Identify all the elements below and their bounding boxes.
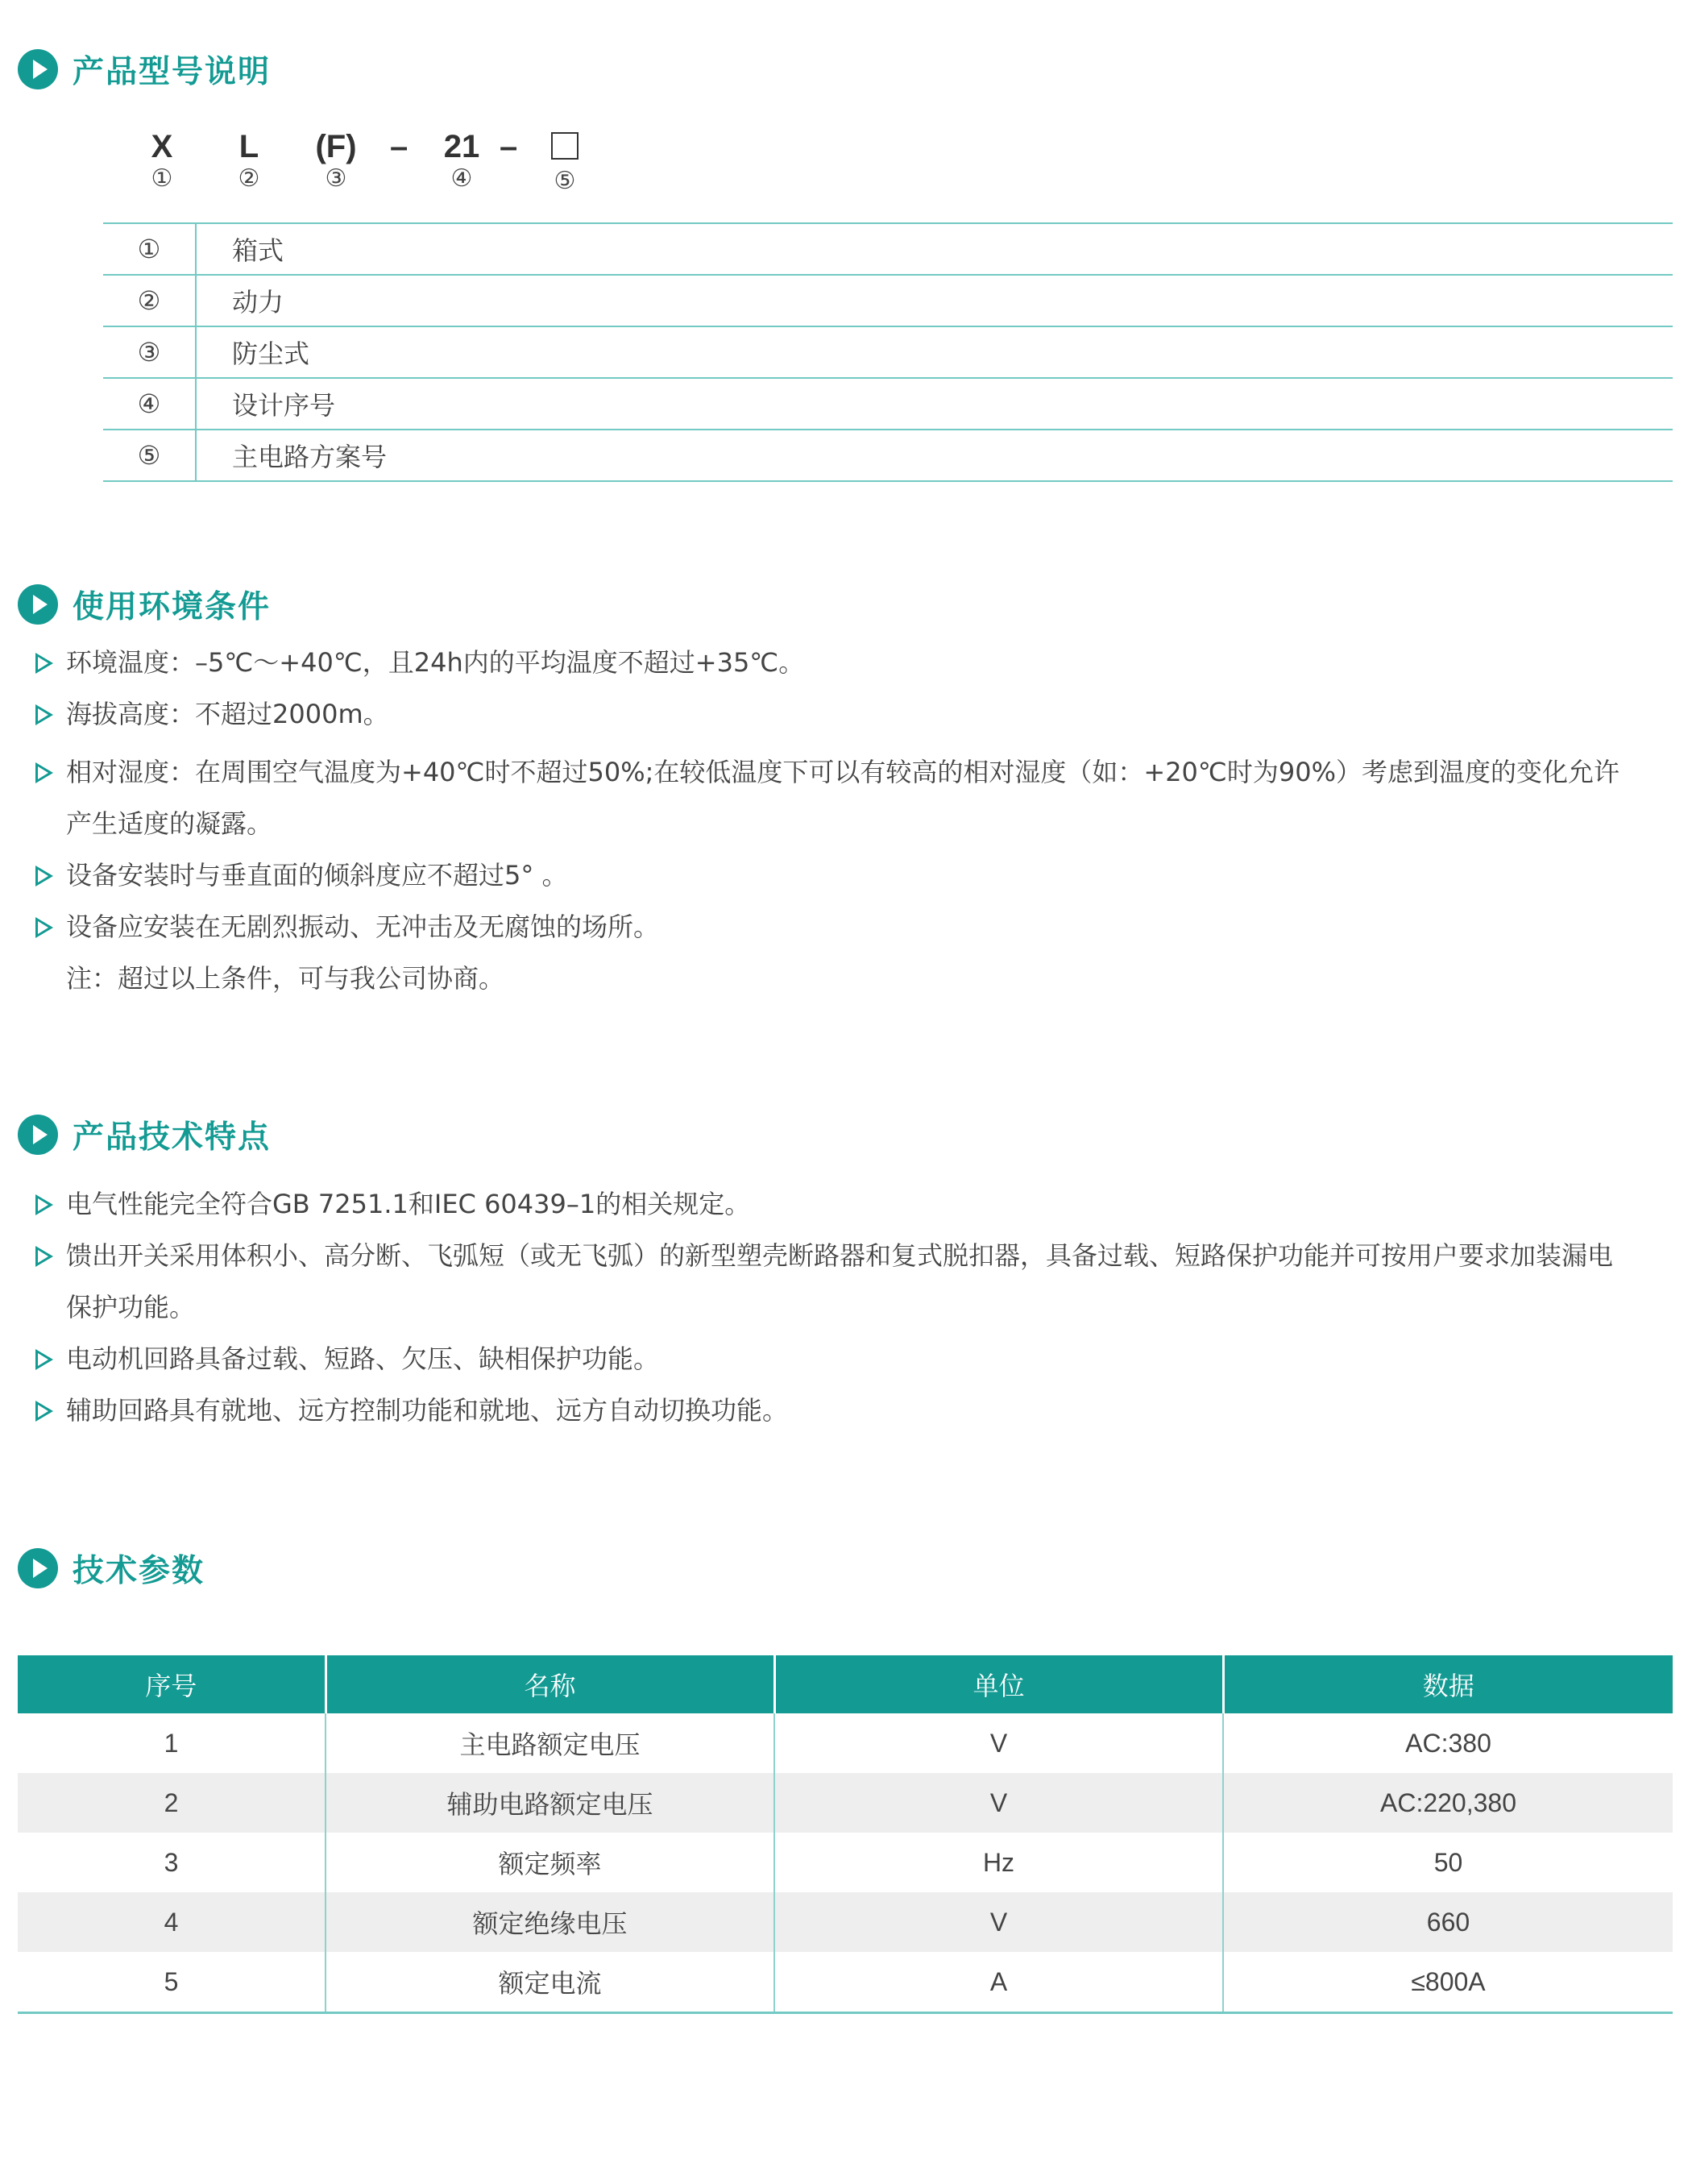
table-row: 4 额定绝缘电压 V 660 — [18, 1892, 1673, 1952]
legend-row: ① 箱式 — [103, 224, 1673, 276]
play-icon — [18, 584, 58, 625]
table-row: 3 额定频率 Hz 50 — [18, 1833, 1673, 1892]
section-title-environment: 使用环境条件 — [18, 582, 271, 627]
triangle-bullet-icon — [35, 917, 53, 938]
play-icon — [18, 1548, 58, 1588]
code-part-3: (F) ③ — [315, 129, 357, 193]
table-header-row — [18, 1655, 1673, 1713]
environment-list: 环境温度：–5℃～+40℃，且24h内的平均温度不超过+35℃。 海拔高度：不超过2000m。 相对湿度：在周围空气温度为+40℃时不超过50%;在较低温度下可以有较高的相对湿度（如：+20℃时为90%）考虑到温度的变化允许 产生适度的凝露。 设备安装时与垂直面的倾斜度应不超过5° 。 设备应安装在无剧烈振动、无冲击及无腐蚀的场所。 注：超过以上条件，可与我公司协商。 — [32, 637, 1676, 1004]
blank-box — [551, 132, 579, 160]
code-part-5: ⑤ — [529, 129, 601, 196]
triangle-bullet-icon — [35, 1349, 53, 1370]
list-item: 馈出开关采用体积小、高分断、飞弧短（或无飞弧）的新型塑壳断路器和复式脱扣器，具备过载、短路保护功能并可按用户要求加装漏电 — [32, 1230, 1676, 1281]
list-item: 环境温度：–5℃～+40℃，且24h内的平均温度不超过+35℃。 — [32, 637, 1676, 688]
params-table — [18, 1655, 1673, 2014]
section-title-model: 产品型号说明 — [18, 47, 271, 92]
column-header: 单位 — [774, 1655, 1223, 1713]
play-icon — [18, 1115, 58, 1155]
triangle-bullet-icon — [35, 762, 53, 783]
section-title-features: 产品技术特点 — [18, 1112, 271, 1157]
model-legend-table — [103, 222, 1673, 482]
triangle-bullet-icon — [35, 1401, 53, 1422]
triangle-bullet-icon — [35, 704, 53, 725]
code-dash: – — [500, 129, 518, 164]
features-list: 电气性能完全符合GB 7251.1和IEC 60439–1的相关规定。 馈出开关采用体积小、高分断、飞弧短（或无飞弧）的新型塑壳断路器和复式脱扣器，具备过载、短路保护功能并可按用户要求加装漏电 保护功能。 电动机回路具备过载、短路、欠压、缺相保护功能。 辅助回路具有就地、远方控制功能和就地、远方自动切换功能。 — [32, 1178, 1676, 1436]
code-part-1: X ① — [151, 129, 173, 193]
list-item: 设备应安装在无剧烈振动、无冲击及无腐蚀的场所。 — [32, 901, 1676, 953]
play-icon — [18, 49, 58, 89]
column-header: 数据 — [1223, 1655, 1673, 1713]
triangle-bullet-icon — [35, 1246, 53, 1267]
column-header: 序号 — [18, 1655, 326, 1713]
table-row: 2 辅助电路额定电压 V AC:220,380 — [18, 1773, 1673, 1833]
list-item: 设备安装时与垂直面的倾斜度应不超过5° 。 — [32, 849, 1676, 901]
legend-row: ② 动力 — [103, 276, 1673, 327]
triangle-bullet-icon — [35, 866, 53, 886]
code-dash: – — [390, 129, 408, 164]
legend-row: ④ 设计序号 — [103, 379, 1673, 430]
code-part-4: 21 ④ — [443, 129, 480, 193]
legend-row: ⑤ 主电路方案号 — [103, 430, 1673, 482]
legend-row: ③ 防尘式 — [103, 327, 1673, 379]
triangle-bullet-icon — [35, 653, 53, 674]
code-part-2: L ② — [238, 129, 260, 193]
note: 注：超过以上条件，可与我公司协商。 — [66, 963, 505, 994]
table-row: 5 额定电流 A ≤800A — [18, 1952, 1673, 2013]
section-title-params: 技术参数 — [18, 1546, 205, 1591]
list-item: 电气性能完全符合GB 7251.1和IEC 60439–1的相关规定。 — [32, 1178, 1676, 1230]
column-header: 名称 — [326, 1655, 774, 1713]
list-item: 电动机回路具备过载、短路、欠压、缺相保护功能。 — [32, 1333, 1676, 1385]
triangle-bullet-icon — [35, 1194, 53, 1215]
list-item: 海拔高度：不超过2000m。 — [32, 688, 1676, 740]
table-row: 1 主电路额定电压 V AC:380 — [18, 1713, 1673, 1773]
list-item: 辅助回路具有就地、远方控制功能和就地、远方自动切换功能。 — [32, 1385, 1676, 1436]
list-item: 相对湿度：在周围空气温度为+40℃时不超过50%;在较低温度下可以有较高的相对湿度（如：+20℃时为90%）考虑到温度的变化允许 — [32, 746, 1676, 798]
